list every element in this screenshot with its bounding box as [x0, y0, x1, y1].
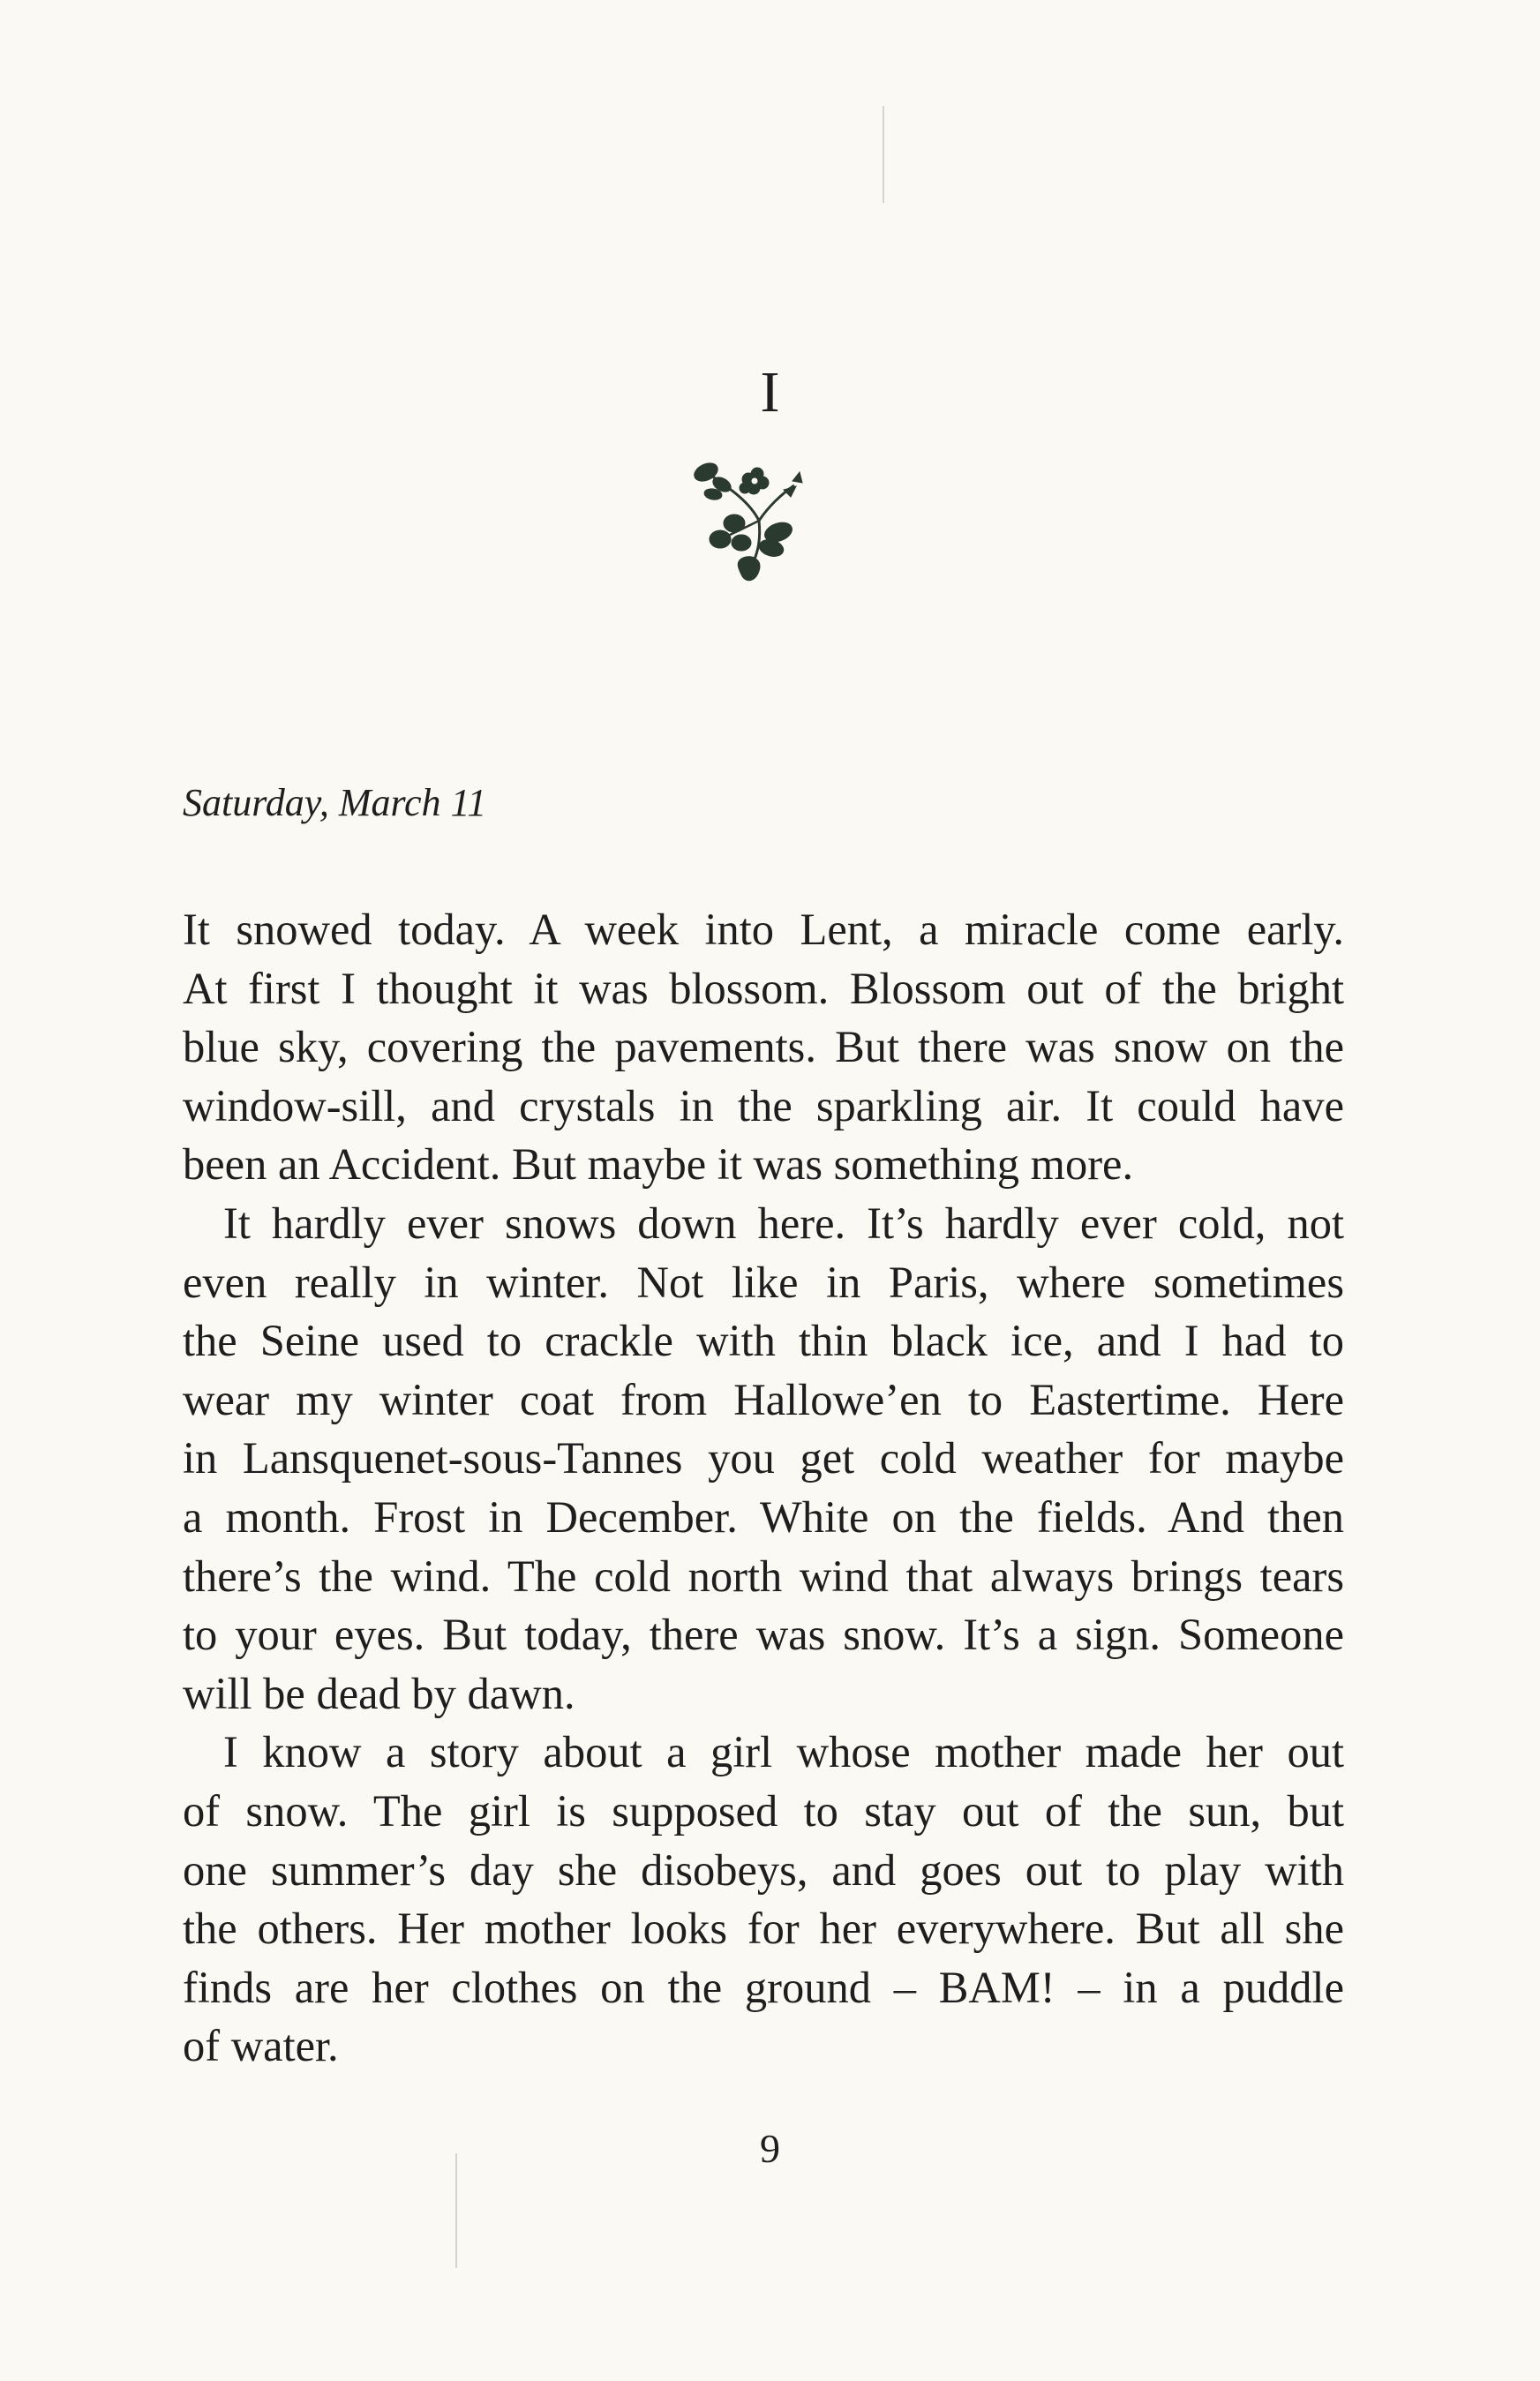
text-line: It snowed today. A week into Lent, a miracle come early. [183, 905, 1344, 954]
text-line: been an Accident. But maybe it was something more. [183, 1139, 1134, 1190]
text-line: the Seine used to crackle with thin black ice, and I had to [183, 1316, 1344, 1366]
text-line: wear my winter coat from Hallowe’en to Eastertime. Here [183, 1374, 1344, 1424]
text-line: I know a story about a girl whose mother made her out [223, 1727, 1344, 1777]
body-text [183, 900, 1344, 2076]
text-line: finds are her clothes on the ground – BAM! – in a puddle [183, 1962, 1344, 2012]
text-line: to your eyes. But today, there was snow. It’s a sign. Someone [183, 1610, 1344, 1660]
diary-entry-date: Saturday, March 11 [183, 781, 487, 824]
text-line: the others. Her mother looks for her everywhere. But all she [183, 1904, 1344, 1954]
text-line: window-sill, and crystals in the sparkling air. It could have [183, 1080, 1344, 1130]
text-line: blue sky, covering the pavements. But there was snow on the [183, 1022, 1344, 1072]
scan-crease-mark [883, 106, 884, 203]
chapter-number: I [760, 360, 780, 424]
text-line: of snow. The girl is supposed to stay out of the sun, but [183, 1785, 1344, 1836]
text-line: will be dead by dawn. [183, 1668, 575, 1718]
text-line: a month. Frost in December. White on the fields. And then [183, 1491, 1344, 1542]
text-line: in Lansquenet-sous-Tannes you get cold weather for maybe [183, 1433, 1344, 1483]
text-line: It hardly ever snows down here. It’s hardly ever cold, not [223, 1198, 1344, 1248]
text-line: one summer’s day she disobeys, and goes out to play with [183, 1844, 1344, 1895]
text-line: there’s the wind. The cold north wind that always brings tears [183, 1551, 1344, 1601]
page-number: 9 [760, 2126, 780, 2171]
strawberry-sprig-icon [680, 454, 821, 587]
text-line: of water. [183, 2021, 339, 2071]
text-line: At first I thought it was blossom. Blossom out of the bright [183, 963, 1344, 1013]
text-line: even really in winter. Not like in Paris, where sometimes [183, 1257, 1344, 1307]
